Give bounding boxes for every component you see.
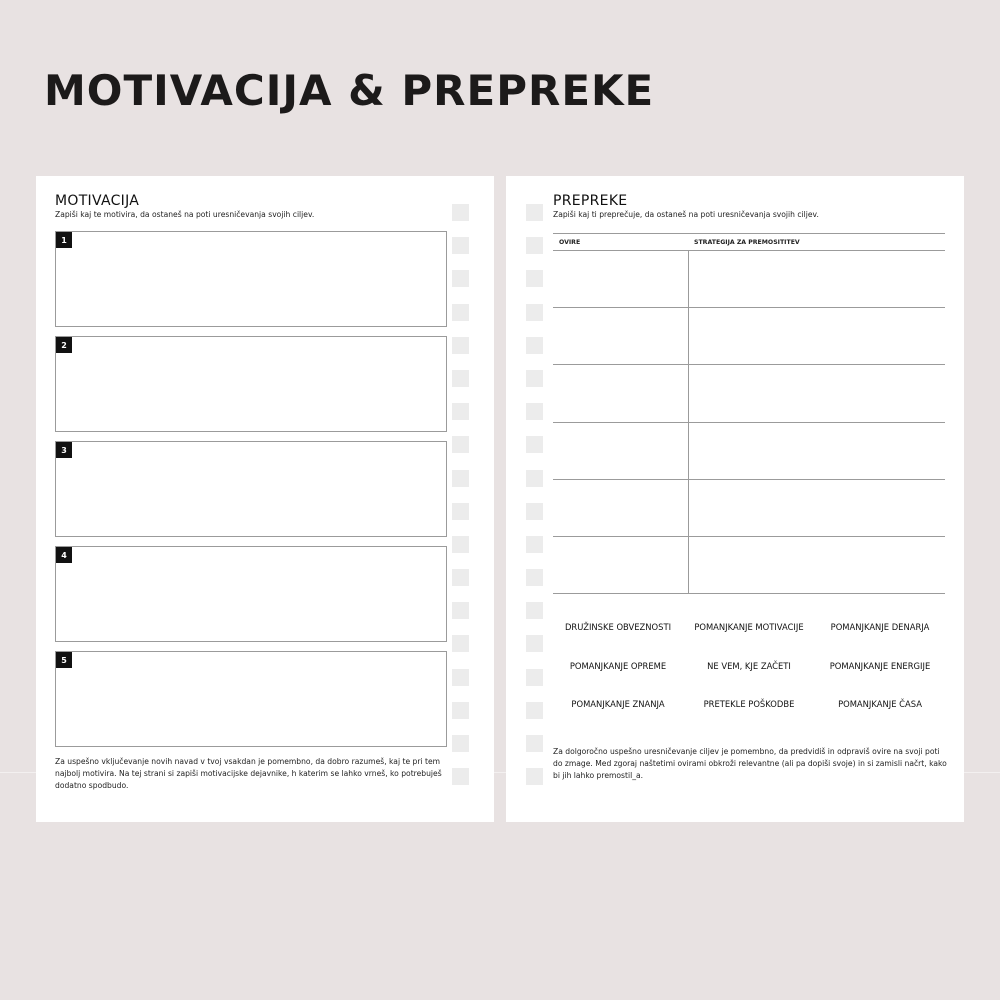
ring — [526, 569, 543, 586]
obstacle-option[interactable]: POMANJKANJE MOTIVACIJE — [694, 622, 804, 632]
ring — [452, 635, 469, 652]
motivation-box-2[interactable] — [55, 336, 447, 432]
ring — [526, 304, 543, 321]
motivation-box-3[interactable] — [55, 441, 447, 537]
ring — [526, 204, 543, 221]
ring — [452, 702, 469, 719]
motivation-footer-text: Za uspešno vključevanje novih navad v tvoj vsakdan je pomembno, da dobro razumeš, kaj te pri tem najbolj motivira. Na tej strani si zapiši motivacijske dejavnike, h katerim se lahko vrneš, ko potrebuješ dodatno spodbudo. — [55, 757, 442, 790]
column-divider — [688, 251, 689, 594]
table-header — [553, 233, 945, 251]
motivation-box-1[interactable] — [55, 231, 447, 327]
ring — [526, 702, 543, 719]
ring — [452, 669, 469, 686]
obstacle-option[interactable]: DRUŽINSKE OBVEZNOSTI — [564, 622, 672, 632]
column-header-strategy: STRATEGIJA ZA PREMOSITITEV — [694, 239, 800, 246]
ring — [452, 270, 469, 287]
obstacle-option[interactable]: POMANJKANJE OPREME — [569, 661, 667, 671]
ring — [452, 204, 469, 221]
motivation-box-number: 3 — [56, 442, 72, 458]
ring — [452, 536, 469, 553]
column-header-obstacles: OVIRE — [559, 239, 581, 246]
obstacles-footer-text: Za dolgoročno uspešno uresničevanje ciljev je pomembno, da predvidiš in odpraviš ovire na svoji poti do zmage. Med zgoraj naštetimi ovirami obkroži relevantne (ali pa dopiši svoje) in si zamisli načrt, kako bi jih lahko premostil_a. — [553, 747, 947, 780]
ring — [452, 735, 469, 752]
obstacles-heading: PREPREKE — [553, 193, 628, 209]
ring — [526, 735, 543, 752]
obstacles-table — [553, 233, 945, 594]
ring — [452, 470, 469, 487]
table-row[interactable] — [553, 308, 945, 365]
ring — [526, 536, 543, 553]
binder-rings — [452, 204, 470, 801]
ring — [526, 337, 543, 354]
motivation-page — [36, 176, 494, 822]
ring — [452, 403, 469, 420]
table-row[interactable] — [553, 537, 945, 594]
obstacle-option[interactable]: NE VEM, KJE ZAČETI — [707, 661, 791, 671]
obstacle-option[interactable]: POMANJKANJE ENERGIJE — [829, 661, 931, 671]
motivation-box-number: 5 — [56, 652, 72, 668]
motivation-subtitle: Zapiši kaj te motivira, da ostaneš na poti uresničevanja svojih ciljev. — [55, 210, 315, 219]
ring — [452, 602, 469, 619]
ring — [526, 768, 543, 785]
binder-rings — [526, 204, 544, 801]
ring — [526, 237, 543, 254]
ring — [526, 602, 543, 619]
ring — [526, 436, 543, 453]
ring — [526, 635, 543, 652]
motivation-box-number: 4 — [56, 547, 72, 563]
ring — [452, 768, 469, 785]
obstacle-option[interactable]: PRETEKLE POŠKODBE — [703, 699, 795, 709]
obstacles-page — [506, 176, 964, 822]
ring — [452, 370, 469, 387]
ring — [526, 270, 543, 287]
ring — [452, 436, 469, 453]
ring — [452, 503, 469, 520]
ring — [452, 337, 469, 354]
motivation-box-number: 2 — [56, 337, 72, 353]
obstacle-option[interactable]: POMANJKANJE ČASA — [838, 699, 922, 709]
motivation-box-4[interactable] — [55, 546, 447, 642]
motivation-heading: MOTIVACIJA — [55, 193, 140, 209]
ring — [526, 403, 543, 420]
ring — [526, 503, 543, 520]
ring — [452, 569, 469, 586]
page-title: MOTIVACIJA & PREPREKE — [44, 66, 655, 115]
ring — [526, 669, 543, 686]
obstacles-subtitle: Zapiši kaj ti preprečuje, da ostaneš na poti uresničevanja svojih ciljev. — [553, 210, 819, 219]
table-row[interactable] — [553, 423, 945, 480]
ring — [526, 370, 543, 387]
motivation-box-5[interactable] — [55, 651, 447, 747]
table-row[interactable] — [553, 365, 945, 422]
table-row[interactable] — [553, 251, 945, 308]
motivation-box-number: 1 — [56, 232, 72, 248]
ring — [452, 237, 469, 254]
table-row[interactable] — [553, 480, 945, 537]
table-body — [553, 251, 945, 594]
obstacle-option[interactable]: POMANJKANJE DENARJA — [830, 622, 930, 632]
ring — [452, 304, 469, 321]
obstacle-option[interactable]: POMANJKANJE ZNANJA — [571, 699, 665, 709]
ring — [526, 470, 543, 487]
